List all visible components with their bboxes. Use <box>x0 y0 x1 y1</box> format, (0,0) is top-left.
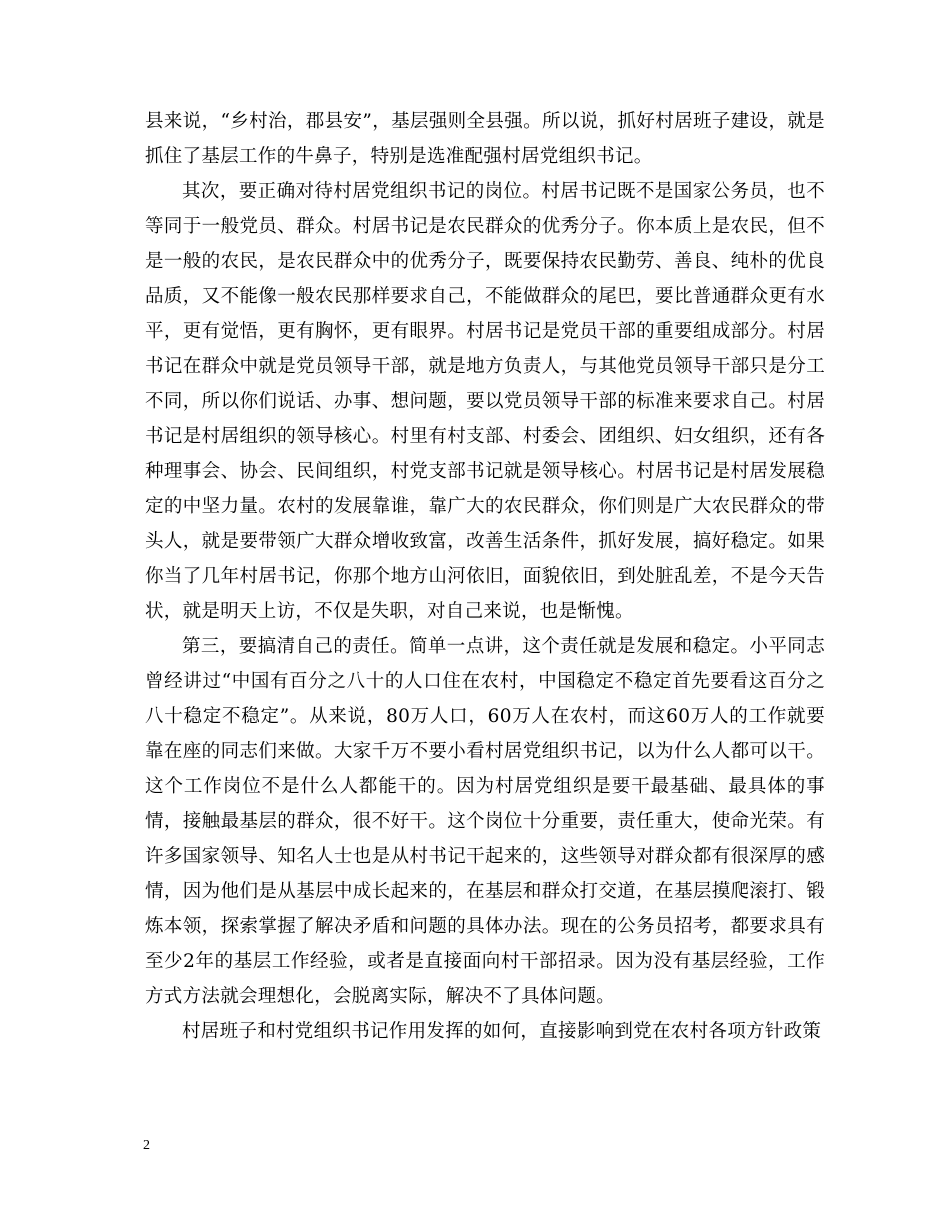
document-page <box>145 104 825 1049</box>
paragraph-3: 第三，要搞清自己的责任。简单一点讲，这个责任就是发展和稳定。小平同志曾经讲过“中国有百分之八十的人口住在农村，中国稳定不稳定首先要看这百分之八十稳定不稳定”。从来说，80万人口，60万人在农村，而这60万人的工作就要靠在座的同志们来做。大家千万不要小看村居党组织书记，以为什么人都可以干。这个工作岗位不是什么人都能干的。因为村居党组织是要干最基础、最具体的事情，接触最基层的群众，很不好干。这个岗位十分重要，责任重大，使命光荣。有许多国家领导、知名人士也是从村书记干起来的，这些领导对群众都有很深厚的感情，因为他们是从基层中成长起来的，在基层和群众打交道，在基层摸爬滚打、锻炼本领，探索掌握了解决矛盾和问题的具体办法。现在的公务员招考，都要求具有至少2年的基层工作经验，或者是直接面向村干部招录。因为没有基层经验，工作方式方法就会理想化，会脱离实际，解决不了具体问题。 <box>145 636 825 1007</box>
paragraph-1: 县来说，“乡村治，郡县安”，基层强则全县强。所以说，抓好村居班子建设，就是抓住了基层工作的牛鼻子，特别是选准配强村居党组织书记。 <box>145 111 825 167</box>
paragraph-4: 村居班子和村党组织书记作用发挥的如何，直接影响到党在农村各项方针政策 <box>182 1021 822 1042</box>
page-number: 2 <box>143 1138 150 1153</box>
paragraph-2: 其次，要正确对待村居党组织书记的岗位。村居书记既不是国家公务员，也不等同于一般党员、群众。村居书记是农民群众的优秀分子。你本质上是农民，但不是一般的农民，是农民群众中的优秀分子，既要保持农民勤劳、善良、纯朴的优良品质，又不能像一般农民那样要求自己，不能做群众的尾巴，要比普通群众更有水平，更有觉悟，更有胸怀，更有眼界。村居书记是党员干部的重要组成部分。村居书记在群众中就是党员领导干部，就是地方负责人，与其他党员领导干部只是分工不同，所以你们说话、办事、想问题，要以党员领导干部的标准来要求自己。村居书记是村居组织的领导核心。村里有村支部、村委会、团组织、妇女组织，还有各种理事会、协会、民间组织，村党支部书记就是领导核心。村居书记是村居发展稳定的中坚力量。农村的发展靠谁，靠广大的农民群众，你们则是广大农民群众的带头人，就是要带领广大群众增收致富，改善生活条件，抓好发展，搞好稳定。如果你当了几年村居书记，你那个地方山河依旧，面貌依旧，到处脏乱差，不是今天告状，就是明天上访，不仅是失职，对自己来说，也是惭愧。 <box>145 181 825 622</box>
